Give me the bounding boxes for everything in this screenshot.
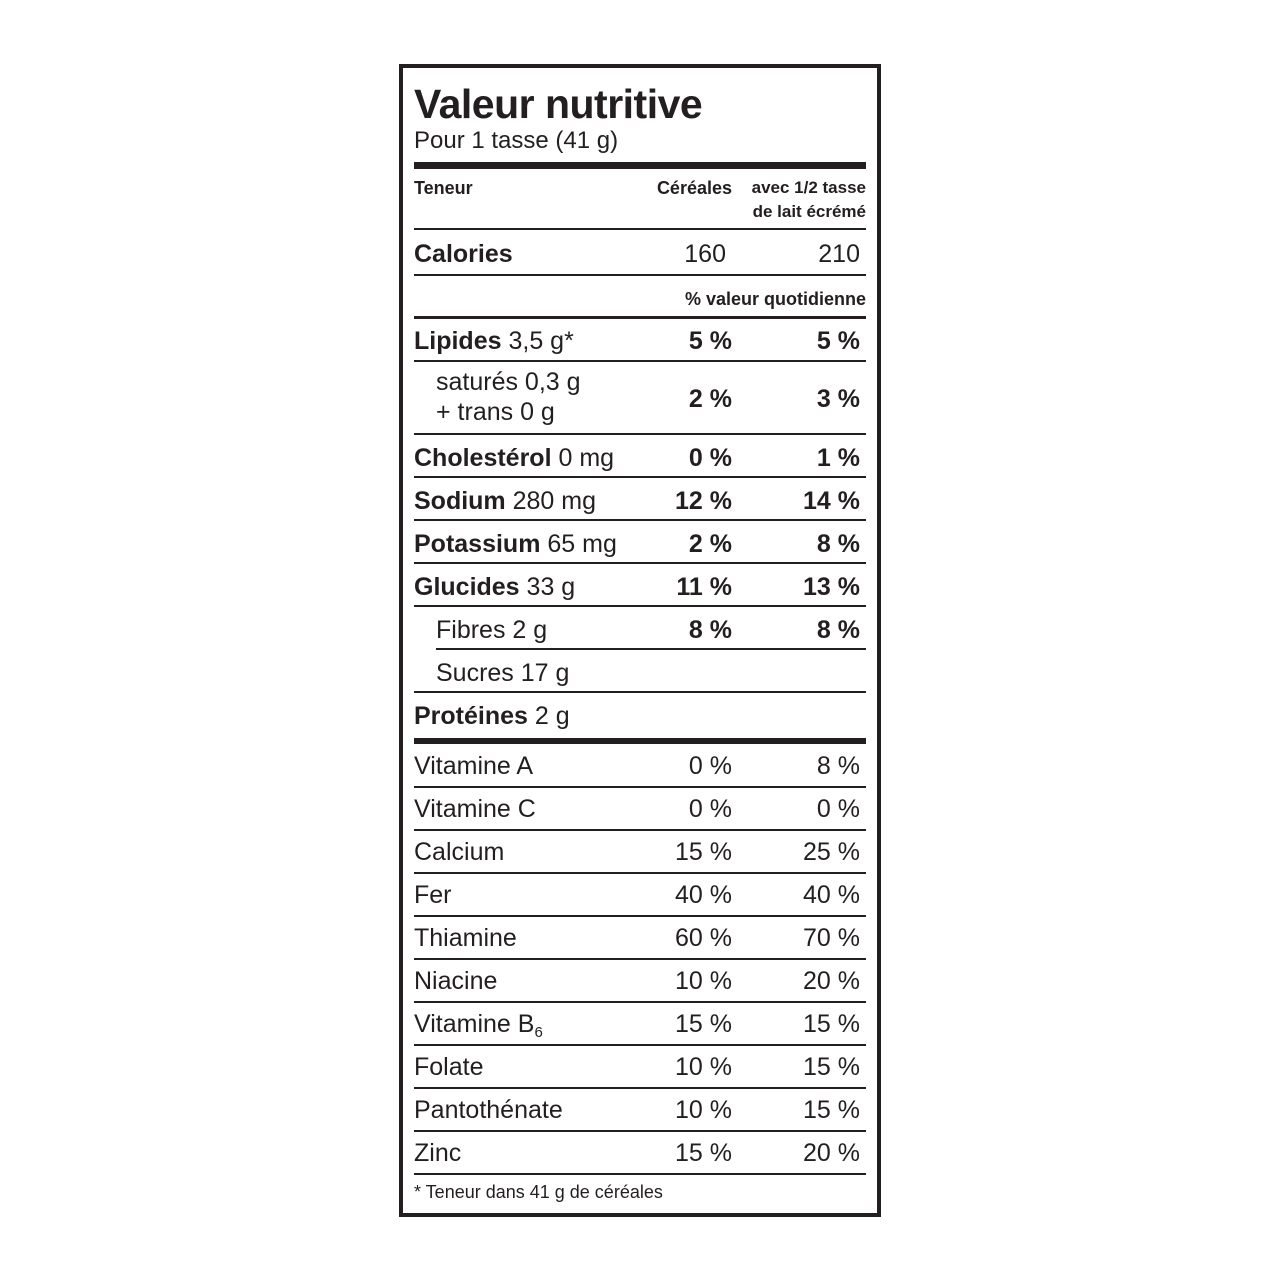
vitamin-cereal-dv: 0 % xyxy=(688,752,732,780)
vitamin-label: Thiamine xyxy=(414,924,517,952)
header-with-milk-line1: avec 1/2 tasse xyxy=(751,178,866,197)
vitamin-row-calcium xyxy=(414,831,866,873)
vitamin-with-milk-dv: 20 % xyxy=(803,1139,860,1167)
vitamin-with-milk-dv: 0 % xyxy=(816,795,860,823)
vitamin-row-fer xyxy=(414,874,866,916)
vitamin-row-b6 xyxy=(414,1003,866,1045)
nutrient-label: Fibres 2 g xyxy=(436,616,548,644)
thick-divider xyxy=(414,162,866,169)
daily-value-header: % valeur quotidienne xyxy=(684,289,866,309)
calories-row xyxy=(414,233,866,275)
vitamin-label: Zinc xyxy=(414,1139,462,1167)
calories-with-milk: 210 xyxy=(818,240,860,268)
vitamin-cereal-dv: 40 % xyxy=(675,881,732,909)
nutrient-cereal-dv: 2 % xyxy=(688,530,732,558)
calories-label: Calories xyxy=(414,240,513,268)
vitamin-row-pantothenate xyxy=(414,1089,866,1131)
nutrient-cereal-dv: 0 % xyxy=(688,444,732,472)
vitamin-label: Calcium xyxy=(414,838,505,866)
divider xyxy=(414,316,866,319)
vitamin-label: Vitamine $B_6$ xyxy=(414,1010,543,1041)
vitamin-cereal-dv: 15 % xyxy=(675,838,732,866)
divider xyxy=(414,605,866,607)
vitamin-label: Folate xyxy=(414,1053,484,1081)
vitamin-cereal-dv: 15 % xyxy=(675,1010,732,1038)
thick-divider xyxy=(414,738,866,744)
nutrient-cereal-dv: 11 % xyxy=(676,573,732,601)
vitamin-cereal-dv: 10 % xyxy=(675,1096,732,1124)
nutrient-with-milk-dv: 5 % xyxy=(816,327,860,355)
nutrient-label: Potassium 65 mg xyxy=(414,530,617,558)
vitamin-cereal-dv: 60 % xyxy=(675,924,732,952)
vitamin-row-a xyxy=(414,745,866,787)
vitamin-row-thiamine xyxy=(414,917,866,959)
vitamin-row-zinc xyxy=(414,1132,866,1174)
vitamin-label: Fer xyxy=(414,881,452,909)
vitamin-row-c xyxy=(414,788,866,830)
divider xyxy=(414,1173,866,1175)
vitamin-subscript: 6 xyxy=(534,1024,543,1041)
nutrient-with-milk-dv: 8 % xyxy=(816,530,860,558)
nutrient-cereal-dv: 5 % xyxy=(688,327,732,355)
divider xyxy=(414,433,866,435)
nutrient-with-milk-dv: 14 % xyxy=(803,487,860,515)
vitamin-cereal-dv: 10 % xyxy=(675,967,732,995)
nutrient-with-milk-dv: 8 % xyxy=(816,616,860,644)
nutrition-facts-panel xyxy=(399,64,881,1217)
vitamin-label: Vitamine A xyxy=(414,752,534,780)
nutrient-label: Lipides 3,5 g* xyxy=(414,327,574,355)
nutrient-row-potassium xyxy=(414,523,866,565)
nutrient-row-cholesterol xyxy=(414,437,866,479)
vitamin-cereal-dv: 10 % xyxy=(675,1053,732,1081)
nutrient-with-milk-dv: 13 % xyxy=(803,573,860,601)
divider xyxy=(414,691,866,693)
vitamin-with-milk-dv: 40 % xyxy=(803,881,860,909)
vitamin-label: Pantothénate xyxy=(414,1096,563,1124)
vitamin-with-milk-dv: 25 % xyxy=(803,838,860,866)
vitamin-with-milk-dv: 15 % xyxy=(803,1053,860,1081)
divider xyxy=(414,228,866,230)
divider xyxy=(414,274,866,276)
vitamin-with-milk-dv: 15 % xyxy=(803,1096,860,1124)
divider xyxy=(414,360,866,362)
footnote: * Teneur dans 41 g de céréales xyxy=(414,1182,663,1202)
vitamin-label: Niacine xyxy=(414,967,498,995)
nutrient-label-saturated: saturés 0,3 g xyxy=(436,368,581,396)
divider xyxy=(414,519,866,521)
vitamin-cereal-dv: 0 % xyxy=(688,795,732,823)
indented-divider xyxy=(436,648,866,650)
serving-size: Pour 1 tasse (41 g) xyxy=(414,127,619,154)
nutrient-label: Sucres 17 g xyxy=(436,659,570,687)
nutrient-row-sucres xyxy=(414,652,866,694)
nutrient-row-fibres xyxy=(414,609,866,651)
divider xyxy=(414,562,866,564)
vitamin-row-folate xyxy=(414,1046,866,1088)
vitamin-with-milk-dv: 20 % xyxy=(803,967,860,995)
header-cereal: Céréales xyxy=(656,178,732,198)
nutrient-row-sodium xyxy=(414,480,866,522)
nutrient-with-milk-dv: 3 % xyxy=(816,385,860,413)
nutrient-label-trans: + trans 0 g xyxy=(436,398,555,426)
calories-cereal: 160 xyxy=(684,240,726,268)
vitamin-with-milk-dv: 15 % xyxy=(803,1010,860,1038)
nutrient-cereal-dv: 2 % xyxy=(688,385,732,413)
nutrient-label: Glucides 33 g xyxy=(414,573,576,601)
vitamin-label: Vitamine C xyxy=(414,795,536,823)
vitamin-with-milk-dv: 70 % xyxy=(803,924,860,952)
nutrient-cereal-dv: 8 % xyxy=(688,616,732,644)
divider xyxy=(414,476,866,478)
nutrient-row-proteines xyxy=(414,695,866,737)
nutrient-row-lipides xyxy=(414,320,866,362)
nutrient-label: Protéines 2 g xyxy=(414,702,570,730)
label-title: Valeur nutritive xyxy=(414,81,703,127)
nutrient-row-glucides xyxy=(414,566,866,608)
nutrient-row-saturated-trans xyxy=(414,364,866,434)
nutrient-with-milk-dv: 1 % xyxy=(816,444,860,472)
header-teneur: Teneur xyxy=(414,178,473,198)
vitamin-row-niacine xyxy=(414,960,866,1002)
nutrient-label: Sodium 280 mg xyxy=(414,487,597,515)
vitamin-with-milk-dv: 8 % xyxy=(816,752,860,780)
vitamin-cereal-dv: 15 % xyxy=(675,1139,732,1167)
header-with-milk-line2: de lait écrémé xyxy=(752,202,866,221)
nutrient-label: Cholestérol 0 mg xyxy=(414,444,615,472)
nutrient-cereal-dv: 12 % xyxy=(675,487,732,515)
